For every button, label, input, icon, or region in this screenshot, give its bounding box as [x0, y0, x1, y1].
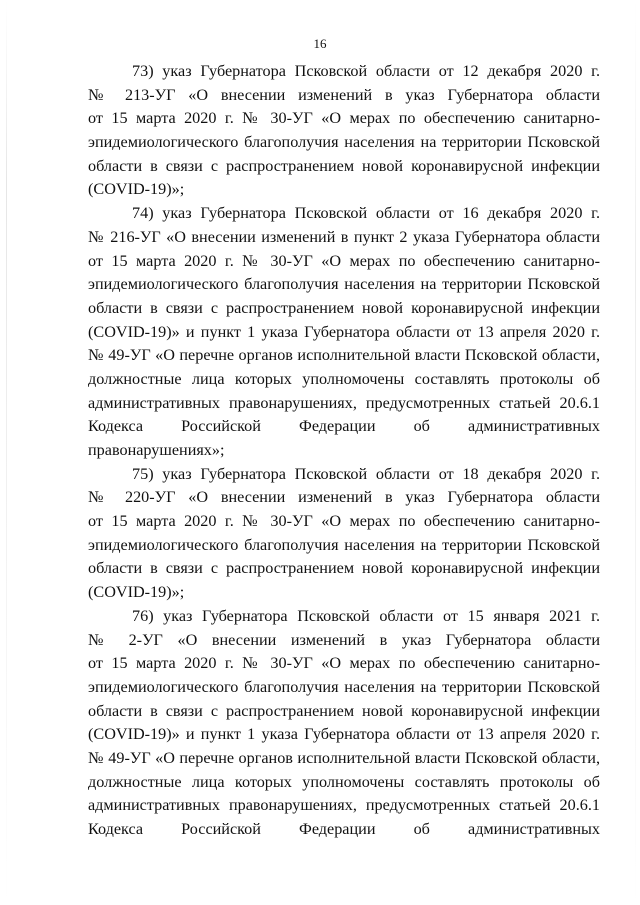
list-item-76	[88, 605, 600, 842]
text-line: правонарушениях»;	[88, 441, 225, 459]
text-line: от 15 марта 2020 г. № 30-УГ «О мерах по обеспечению санитарно-	[88, 109, 600, 128]
text-line: № 49-УГ «О перечне органов исполнительной власти Псковской области,	[88, 748, 600, 767]
list-item-73	[88, 60, 600, 202]
text-line: эпидемиологического благополучия населения на территории Псковской	[88, 535, 600, 554]
scan-edge-left	[6, 0, 7, 905]
text-line: от 15 марта 2020 г. № 30-УГ «О мерах по обеспечению санитарно-	[88, 654, 600, 673]
text-line: области в связи с распространением новой коронавирусной инфекции	[88, 156, 600, 175]
text-line: эпидемиологического благополучия населения на территории Псковской	[88, 133, 600, 152]
text-line: № 220-УГ «О внесении изменений в указ Губернатора области	[88, 488, 600, 507]
text-line: эпидемиологического благополучия населения на территории Псковской	[88, 677, 600, 696]
text-line: (COVID-19)» и пункт 1 указа Губернатора области от 13 апреля 2020 г.	[88, 322, 600, 341]
text-line: административных правонарушениях, предусмотренных статьей 20.6.1	[88, 393, 600, 412]
list-item-74	[88, 202, 600, 463]
scan-edge-right	[635, 0, 636, 905]
text-line: (COVID-19)» и пункт 1 указа Губернатора области от 13 апреля 2020 г.	[88, 725, 600, 744]
text-line: № 2-УГ «О внесении изменений в указ Губернатора области	[88, 630, 600, 649]
text-line: от 15 марта 2020 г. № 30-УГ «О мерах по обеспечению санитарно-	[88, 512, 600, 531]
document-body	[88, 60, 600, 842]
text-line: (COVID-19)»;	[88, 583, 185, 602]
text-line: административных правонарушениях, предусмотренных статьей 20.6.1	[88, 796, 600, 815]
text-line: должностные лица которых уполномочены составлять протоколы об	[88, 369, 600, 388]
text-line: области в связи с распространением новой коронавирусной инфекции	[88, 701, 600, 720]
text-line: 73) указ Губернатора Псковской области от 12 декабря 2020 г.	[132, 62, 600, 80]
text-line: № 216-УГ «О внесении изменений в пункт 2 указа Губернатора области	[88, 227, 600, 246]
text-line: № 49-УГ «О перечне органов исполнительной власти Псковской области,	[88, 346, 600, 365]
text-line: области в связи с распространением новой коронавирусной инфекции	[88, 298, 600, 317]
text-line: 74) указ Губернатора Псковской области от 16 декабря 2020 г.	[132, 204, 600, 223]
text-line: (COVID-19)»;	[88, 180, 185, 199]
page-number: 16	[313, 36, 327, 51]
text-line: Кодекса Российской Федерации об административных	[88, 417, 600, 436]
text-line: должностные лица которых уполномочены составлять протоколы об	[88, 772, 600, 791]
text-line: 75) указ Губернатора Псковской области от 18 декабря 2020 г.	[132, 464, 600, 483]
text-line: № 213-УГ «О внесении изменений в указ Губернатора области	[88, 85, 600, 104]
text-line: Кодекса Российской Федерации об административных	[88, 820, 600, 838]
text-line: от 15 марта 2020 г. № 30-УГ «О мерах по обеспечению санитарно-	[88, 251, 600, 270]
text-line: области в связи с распространением новой коронавирусной инфекции	[88, 559, 600, 578]
text-line: 76) указ Губернатора Псковской области от 15 января 2021 г.	[132, 606, 600, 625]
text-line: эпидемиологического благополучия населения на территории Псковской	[88, 275, 600, 294]
list-item-75	[88, 463, 600, 605]
